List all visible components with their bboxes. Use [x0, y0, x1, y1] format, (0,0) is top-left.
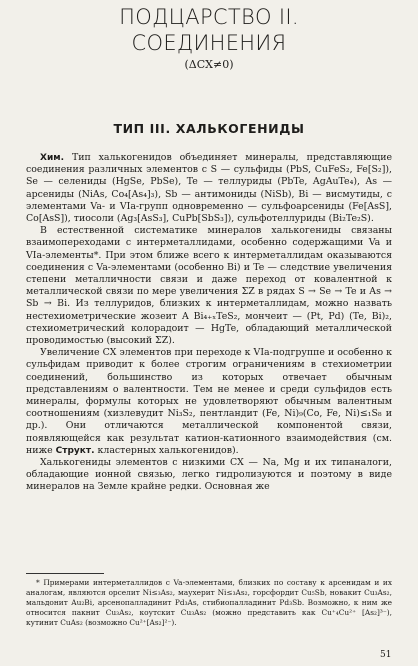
section-title: СОЕДИНЕНИЯ	[131, 31, 287, 55]
paragraph-1	[26, 152, 392, 225]
footnote-rule	[26, 573, 104, 574]
paragraph-2: В естественной систематике минералов халькогениды связаны взаимопереходами с интерметаллидами, особенно содержащими Va и VIa-элементы*. При этом ближе всего к интерметаллидам оказываются соединения с Va-элементами (особенно Bi) и Te — следствие увеличения степени металличности связи и даже переход от ковалентной к металлической связи по мере увеличения ΣZ в рядах S → Se → Te и As → Sb → Bi. Из теллуридов, близких к интерметаллидам, можно назвать нестехиометрические жозеит A Bi₄₊ₓTeS₂, мончеит — (Pt, Pd) (Te, Bi)₂, стехиометрический колорадоит — HgTe, обладающий металлической проводимостью (высокий ΣZ).	[26, 225, 392, 347]
paragraph-4: Халькогениды элементов с низкими CX — Na, Mg и их типаналоги, обладающие ионной связью, легко гидролизуются и поэтому в виде минералов на Земле крайне редки. Основная же	[26, 457, 392, 493]
type-heading: ТИП III. ХАЛЬКОГЕНИДЫ	[113, 121, 305, 136]
paragraph-3-tail: кластерных халькогенидов).	[94, 444, 239, 456]
main-text	[26, 152, 392, 494]
delta-condition: (ΔCX≠0)	[184, 58, 234, 71]
paragraph-1-text: Тип халькогенидов объединяет минералы, представляющие соединения различных элементов с S — сульфиды (PbS, CuFeS₂, Fe[S₂]), Se — селениды (HgSe, PbSe), Te — теллуриды (PbTe, AgAuTe₄), As — арсениды (NiAs, Co₄[As₄]₃), Sb — антимониды (NiSb), Bi — висмутиды, с элементами Va- и VIa-групп одновременно — сульфоарсениды (Fe[AsS], Co[AsS]), тиосоли (Ag₃[AsS₃], CuPb[SbS₃]), сульфотеллуриды (Bi₂Te₂S).	[26, 152, 392, 225]
page-number: 51	[380, 650, 392, 660]
paragraph-3-bold: Структ.	[55, 445, 95, 456]
footnote: * Примерами интерметаллидов с Va-элементами, близких по составу к арсенидам и их аналогам, являются орселит Ni≤₃As₂, маухерит Ni≤₃As₂, горсфордит Cu₅Sb, новакит Cu₃As₂, мальдонит Au₂Bi, арсенопалладинит Pd₃As, стибиопалладинит Pd₃Sb. Возможно, к ним же относится пакнит Cu₃As₂, коутскит Cu₃As₂ (можно представить как Cu⁺₄Cu²⁺ [As₂]³⁻), кутинит CuAs₂ (возможно Cu²⁺[As₂]²⁻).	[26, 578, 392, 627]
paragraph-3	[26, 347, 392, 457]
paragraph-1-lead: Хим.	[40, 153, 65, 163]
subkingdom-title: ПОДЦАРСТВО II.	[119, 5, 299, 29]
paragraph-3-text: Увеличение CX элементов при переходе к VIa-подгруппе и особенно к сульфидам приводит к более строгим ограничениям в стехиометрии соединений, большинство из которых отвечает обычным представлениям о валентности. Тем не менее и среди сульфидов есть минералы, формулы которых не удовлетворяют обычным валентным соотношениям (хизлевудит Ni₃S₂, пентландит (Fe, Ni)₉(Co, Fe, Ni)≤₁S₈ и др.). Они отличаются металлической компонентой связи, появляющейся как результат катион-катионного взаимодействия (см. ниже	[26, 347, 392, 456]
